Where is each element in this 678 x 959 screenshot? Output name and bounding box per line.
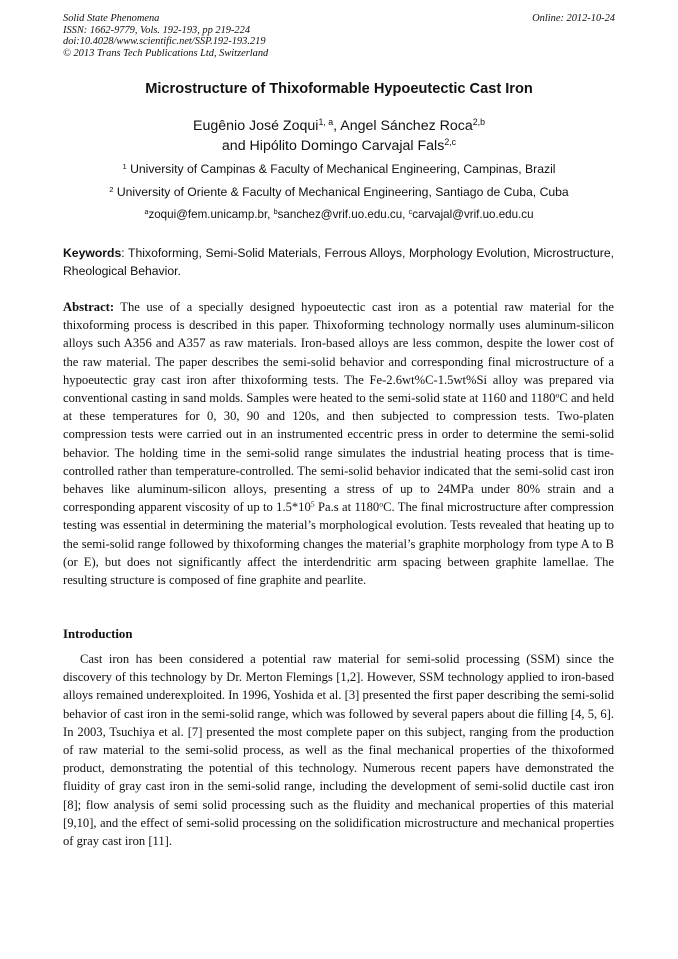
email-mark: a [144,207,149,217]
affiliation-number: 2 [109,184,114,194]
journal-header [63,13,268,59]
author-affiliation-mark: 1, a [318,117,334,128]
author-separator: , [333,118,341,134]
affiliation-2 [0,185,678,199]
introduction-paragraph: Cast iron has been considered a potential raw material for semi-solid processing (SSM) since the discovery of this technology by Dr. Merton Flemings [1,2]. However, SSM technology applied to iron-based alloys remained underexploited. In 1996, Yoshida et al. [3] presented the first paper describing the semi-solid behavior of cast iron in the semi-solid range, which was followed by several papers about die filling [4, 5, 6]. In 2003, Tsuchiya et al. [7] presented the most complete paper on this subject, ranging from the production of raw material to the semi-solid process, as well as the final mechanical properties of the thixoformed product, demonstrating the potential of this technology. Numerous recent papers have demonstrated the fluidity of gray cast iron in the semi-solid range, including the development of semi-solid ductile cast iron [8]; flow analysis of semi solid processing such as the fluidity and mechanical properties of this material [9,10], and the effect of semi-solid processing on the solidification microstructure and mechanical properties of gray cast iron [11]. [63,652,614,849]
exponent: 5 [310,499,315,509]
author-line-1 [0,116,678,136]
introduction-heading: Introduction [63,627,133,641]
journal-copyright: © 2013 Trans Tech Publications Ltd, Switzerland [63,47,269,59]
degree-mark: o [379,499,384,509]
journal-name: Solid State Phenomena [63,13,160,24]
email-mark: c [408,207,413,217]
affiliation-text: University of Campinas & Faculty of Mechanical Engineering, Campinas, Brazil [126,162,556,176]
author-name: Angel Sánchez Roca [340,118,473,134]
abstract-text: C. The final microstructure after compression testing was essential in determining the material’s morphological evolution. Tests revealed that heating up to the semi-solid range followed by thixoforming changes the material’s graphite morphology from type A to B (or E), but does not significantly affect the interdendritic arm spacing between graphite lamellae. The resulting structure is composed of fine graphite and pearlite. [63,500,614,588]
author-affiliation-mark: 2,c [444,137,457,148]
journal-issn: ISSN: 1662-9779, Vols. 192-193, pp 219-224 [63,24,251,36]
keywords-label: Keywords [63,246,122,260]
affiliation-1 [0,162,678,176]
author-affiliation-mark: 2,b [472,117,485,128]
affiliation-number: 1 [122,161,127,171]
email-link[interactable]: sanchez@vrif.uo.edu.cu, [277,208,409,221]
author-conjunction: and [221,138,250,154]
abstract-section [63,298,614,589]
author-emails [0,208,678,221]
abstract-text: C and held at these temperatures for 0, 30, 90 and 120s, and then subjected to compression tests. Two-platen compression tests were carried out in an instrumented eccentric press in order to determine the semi-solid behavior. The holding time in the semi-solid range simulates the industrial heating process that is time-controlled rather than temperature-controlled. The semi-solid behavior indicated that the semi-solid cast iron behaves like aluminum-silicon alloys, presenting a stress of up to 24MPa under 80% strain and a corresponding apparent viscosity of up to 1.5*10 [63,391,614,515]
journal-doi: doi:10.4028/www.scientific.net/SSP.192-193.219 [63,36,266,48]
online-date: Online: 2012-10-24 [532,13,615,24]
abstract-text: The use of a specially designed hypoeutectic cast iron as a potential raw material for the thixoforming process is described in this paper. Thixoforming technology normally uses aluminum-silicon alloys such A356 and A357 as raw materials. Iron-based alloys are less common, despite the lower cost of the raw material. The paper describes the semi-solid behavior and corresponding final microstructure of a hypoeutectic gray cast iron after thixoforming tests. The Fe-2.6wt%C-1.5wt%Si alloy was prepared via conventional casting in sand molds. Samples were heated to the semi-solid state at 1160 and 1180 [63,300,614,406]
keywords-text: : Thixoforming, Semi-Solid Materials, Ferrous Alloys, Morphology Evolution, Microstructure, Rheological Behavior. [63,246,614,278]
abstract-text: Pa.s at 1180 [314,500,380,515]
author-name: Hipólito Domingo Carvajal Fals [249,138,445,154]
email-link[interactable]: zoqui@fem.unicamp.br, [148,208,274,221]
affiliation-text: University of Oriente & Faculty of Mechanical Engineering, Santiago de Cuba, Cuba [113,185,569,199]
abstract-label: Abstract: [63,300,115,314]
author-list [0,116,678,156]
degree-mark: o [555,390,560,400]
author-line-2 [0,136,678,156]
keywords-section [63,244,614,280]
email-mark: b [273,207,278,217]
paper-title: Microstructure of Thixoformable Hypoeutectic Cast Iron [145,81,533,97]
email-link[interactable]: carvajal@vrif.uo.edu.cu [412,208,534,221]
author-name: Eugênio José Zoqui [193,118,319,134]
